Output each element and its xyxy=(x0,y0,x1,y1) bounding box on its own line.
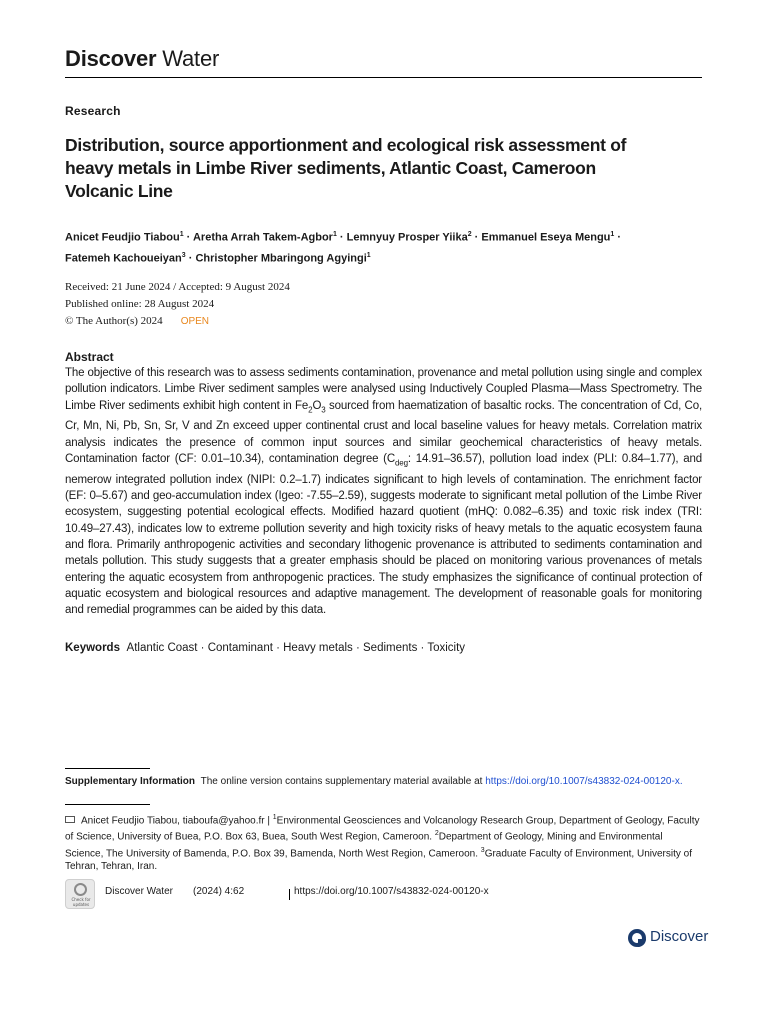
footnote-rule xyxy=(65,768,150,769)
footer-year-volume: (2024) 4:62 xyxy=(193,886,245,897)
check-circle-icon xyxy=(74,883,87,896)
journal-title xyxy=(65,46,219,72)
author-affiliation-number: 1 xyxy=(332,231,337,238)
author-name: Fatemeh Kachoueiyan xyxy=(65,252,182,265)
abstract-body xyxy=(65,365,702,619)
header-rule xyxy=(65,77,702,78)
article-history xyxy=(65,279,290,330)
received-date: Received: 21 June 2024 / Accepted: 9 August 2024 xyxy=(65,281,290,293)
author-name: Christopher Mbaringong Agyingi xyxy=(195,252,367,265)
author-affiliation-number: 1 xyxy=(366,251,371,259)
affiliation-number: 1 xyxy=(272,814,277,821)
envelope-icon xyxy=(65,816,75,823)
affiliation-text: Department of Geology, Mining and Environmental Science, The University of Bamenda, P.O. Box 39, Bamenda, North West Region, Cameroon. xyxy=(65,831,663,859)
affiliation-rule xyxy=(65,804,150,805)
affiliations xyxy=(65,811,702,873)
author-affiliation-number: 1 xyxy=(179,231,184,238)
journal-title-bold: Discover xyxy=(65,46,157,71)
author-affiliation-number: 1 xyxy=(610,231,615,238)
keywords-label: Keywords xyxy=(65,642,120,654)
supplementary-label: Supplementary Information xyxy=(65,776,196,787)
copyright-line xyxy=(65,313,290,330)
open-access-badge: OPEN xyxy=(180,316,210,327)
article-type: Research xyxy=(65,104,121,118)
check-for-updates-icon[interactable] xyxy=(65,879,95,909)
footer-divider xyxy=(289,889,290,900)
subscript: deg xyxy=(395,458,408,468)
page-footer xyxy=(65,879,705,909)
subscript: 2 xyxy=(308,404,313,414)
check-for-updates-label: Check for updates xyxy=(71,897,91,907)
keywords xyxy=(65,642,465,654)
author-list: Anicet Feudjio Tiabou$^1$ · Aretha Arrah Takem-Agbor$^1$ · Lemnyuy Prosper Yiika$^2$ · Emmanuel Eseya Mengu$^1$ · Fatemeh Kachoueiyan$^3$ · Christopher Mbaringong Agyingi$^1$ xyxy=(65,231,622,265)
supplementary-link[interactable]: https://doi.org/10.1007/s43832-024-00120-x. xyxy=(485,776,683,787)
abstract-text-part: O xyxy=(312,399,322,412)
subscript: 3 xyxy=(321,404,326,414)
supplementary-text: The online version contains supplementary material available at xyxy=(200,776,486,787)
author-affiliation-number: 3 xyxy=(181,251,186,259)
author-name: Lemnyuy Prosper Yiika xyxy=(346,231,468,244)
corresponding-author: Anicet Feudjio Tiabou, tiaboufa@yahoo.fr | xyxy=(81,815,273,827)
affiliation-text: Environmental Geosciences and Volcanology Research Group, Department of Geology, Faculty of Science, University of Buea, P.O. Box 63, Buea, South West Region, Cameroon. xyxy=(65,815,700,843)
footer-journal: Discover Water xyxy=(105,886,173,897)
keywords-text: Atlantic Coast · Contaminant · Heavy metals · Sediments · Toxicity xyxy=(126,642,466,654)
abstract-heading: Abstract xyxy=(65,350,114,364)
discover-brand-label: Discover xyxy=(650,928,709,945)
author-name: Anicet Feudjio Tiabou xyxy=(65,231,180,244)
affiliation-number: 3 xyxy=(480,846,485,854)
article-title: Distribution, source apportionment and ecological risk assessment of heavy metals in Limbe River sediments, Atlantic Coast, Cameroon Volcanic Line xyxy=(65,135,627,201)
footer-doi[interactable]: https://doi.org/10.1007/s43832-024-00120-x xyxy=(294,886,489,897)
published-date: Published online: 28 August 2024 xyxy=(65,298,215,310)
abstract-text-part: sourced from haematization of basaltic rocks. The concentration of Cd, Co, Cr, Mn, Ni, Pb, Sn, Sr, V and Zn exceed upper continental crust and local baseline values for heavy metals. Correlation matrix analysis indicates the presence of common input sources and similar geochemical characteristics of heavy metals. Contamination factor (CF: 0.01–10.34), contamination degree (C xyxy=(65,399,702,466)
discover-logo-icon xyxy=(628,929,646,947)
abstract-text-part: : 14.91–36.57), pollution load index (PLI: 0.84–1.77), and nemerow integrated pollution index (NIPI: 0.2–1.7) indicates significant to high levels of contamination. The enrichment factor (EF: 0–5.67) and geo-accumulation index (Igeo: -7.55–2.59), suggests moderate to significant metal pollution of the Limbe River ecosystem, suggesting potential ecological effects. Modified hazard quotient (mHQ: 0.082–6.35) and toxic risk index (TRI: 10.49–27.43), indicates low to extreme pollution severity and high toxicity risks of heavy metals to the aquatic ecosystem fauna and flora. Primarily anthropogenic activities and secondary lithogenic provenance is attributed to sediments contamination and metals pollution. This study suggests that a greater emphasis should be placed on monitoring various provenances of metals entering the aquatic ecosystem from anthropogenic practices. The study emphasizes the significance of continual protection of aquatic ecosystem and biological resources and adaptive management. The development of reasonable goals for monitoring and remedial programmes can be aided by this data. xyxy=(65,453,702,617)
affiliation-text: Graduate Faculty of Environment, University of Tehran, Tehran, Iran. xyxy=(65,847,692,872)
author-name: Emmanuel Eseya Mengu xyxy=(481,231,611,244)
copyright-text: © The Author(s) 2024 xyxy=(65,315,163,327)
abstract-text-part: The objective of this research was to assess sediments contamination, provenance and metal pollution using single and complex pollution indicators. Limbe River sediment samples were analysed using Inductively Coupled Plasma—Mass Spectrometry. The Limbe River sediments exhibit high content in Fe xyxy=(65,367,702,412)
journal-title-light: Water xyxy=(162,46,220,71)
author-affiliation-number: 2 xyxy=(467,231,472,238)
author-name: Aretha Arrah Takem-Agbor xyxy=(192,231,333,244)
affiliation-number: 2 xyxy=(434,830,439,838)
supplementary-info xyxy=(65,775,702,788)
